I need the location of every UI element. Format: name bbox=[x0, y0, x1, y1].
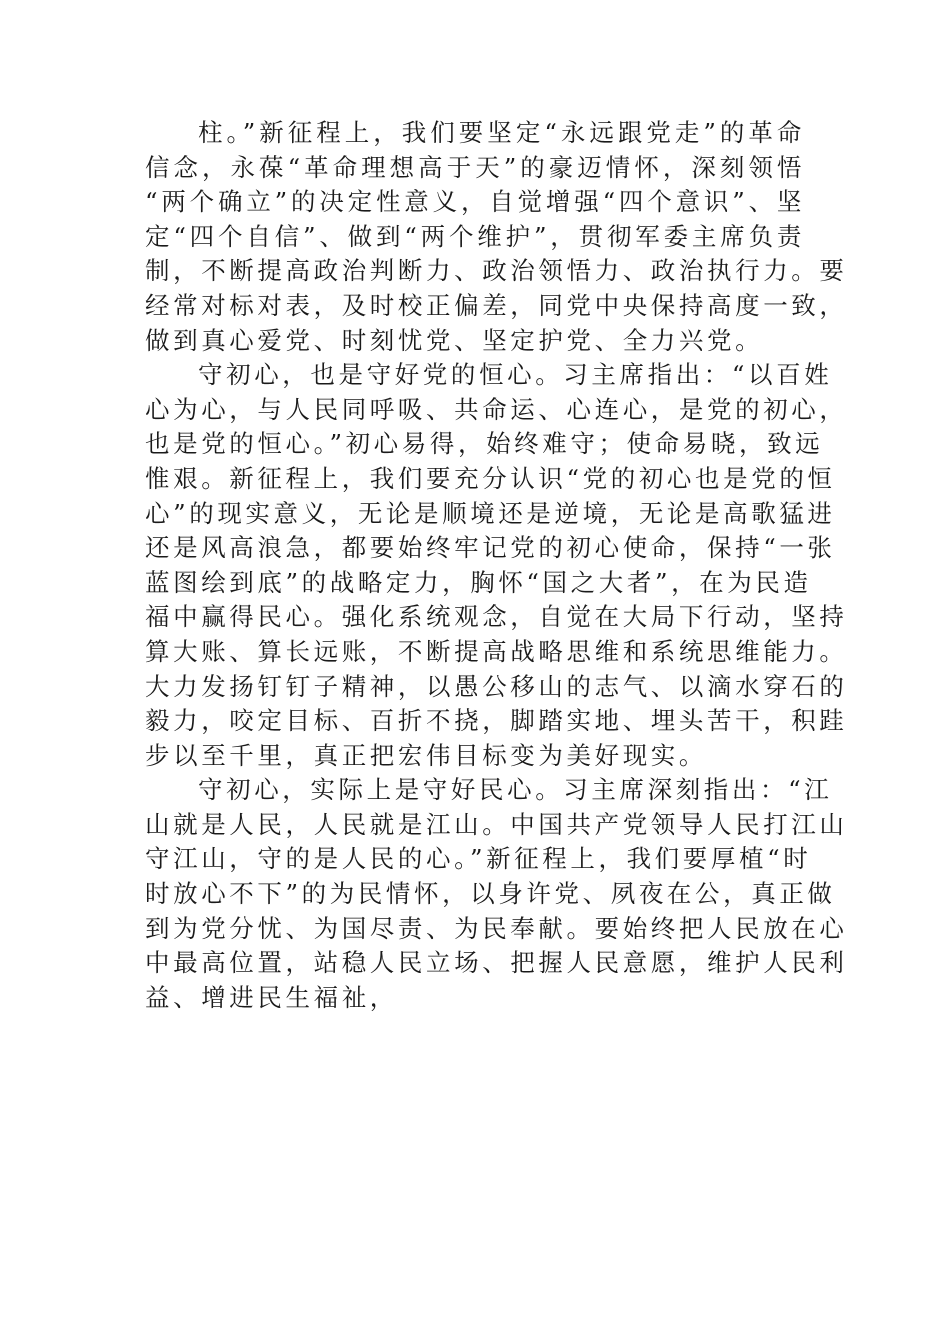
text-line: 大力发扬钉钉子精神，以愚公移山的志气、以滴水穿石的 bbox=[145, 671, 848, 701]
text-line: 中最高位置，站稳人民立场、把握人民意愿，维护人民利 bbox=[145, 948, 848, 978]
paragraph-2 bbox=[145, 358, 848, 773]
text-line: 心”的现实意义，无论是顺境还是逆境，无论是高歌猛进 bbox=[145, 498, 836, 528]
text-line: 算大账、算长远账，不断提高战略思维和系统思维能力。 bbox=[145, 636, 848, 666]
text-line: 到为党分忧、为国尽责、为民奉献。要始终把人民放在心 bbox=[145, 913, 848, 943]
document-page bbox=[145, 116, 848, 1015]
text-line: 柱。”新征程上，我们要坚定“永远跟党走”的革命 bbox=[198, 118, 805, 147]
text-line: 益、增进民生福祉， bbox=[145, 982, 398, 1012]
text-line: 还是风高浪急，都要始终牢记党的初心使命，保持“一张 bbox=[145, 533, 836, 563]
text-line: 经常对标对表，及时校正偏差，同党中央保持高度一致， bbox=[145, 290, 848, 320]
text-line: 蓝图绘到底”的战略定力，胸怀“国之大者”，在为民造 bbox=[145, 567, 812, 597]
text-line: 步以至千里，真正把宏伟目标变为美好现实。 bbox=[145, 740, 707, 770]
paragraph-3 bbox=[145, 773, 848, 1015]
text-line: 心为心，与人民同呼吸、共命运、心连心，是党的初心， bbox=[145, 394, 848, 424]
text-line: 守江山，守的是人民的心。”新征程上，我们要厚植“时 bbox=[145, 844, 812, 874]
text-line: 时放心不下”的为民情怀，以身许党、夙夜在公，真正做 bbox=[145, 879, 836, 909]
text-line: 做到真心爱党、时刻忧党、坚定护党、全力兴党。 bbox=[145, 325, 764, 355]
paragraph-1 bbox=[145, 116, 848, 358]
text-line: 定“四个自信”、做到“两个维护”，贯彻军委主席负责 bbox=[145, 221, 805, 251]
text-line: 守初心，也是守好党的恒心。习主席指出：“以百姓 bbox=[198, 360, 833, 390]
text-line: 惟艰。新征程上，我们要充分认识“党的初心也是党的恒 bbox=[145, 463, 836, 493]
text-line: 毅力，咬定目标、百折不挠，脚踏实地、埋头苦干，积跬 bbox=[145, 706, 848, 736]
text-line: “两个确立”的决定性意义，自觉增强“四个意识”、坚 bbox=[145, 187, 805, 217]
text-line: 福中赢得民心。强化系统观念，自觉在大局下行动，坚持 bbox=[145, 602, 848, 632]
text-line: 守初心，实际上是守好民心。习主席深刻指出：“江 bbox=[198, 775, 833, 805]
text-line: 制，不断提高政治判断力、政治领悟力、政治执行力。要 bbox=[145, 256, 848, 286]
text-line: 山就是人民，人民就是江山。中国共产党领导人民打江山 bbox=[145, 809, 848, 839]
text-line: 也是党的恒心。”初心易得，始终难守；使命易晓，致远 bbox=[145, 429, 824, 459]
text-line: 信念，永葆“革命理想高于天”的豪迈情怀，深刻领悟 bbox=[145, 152, 805, 182]
